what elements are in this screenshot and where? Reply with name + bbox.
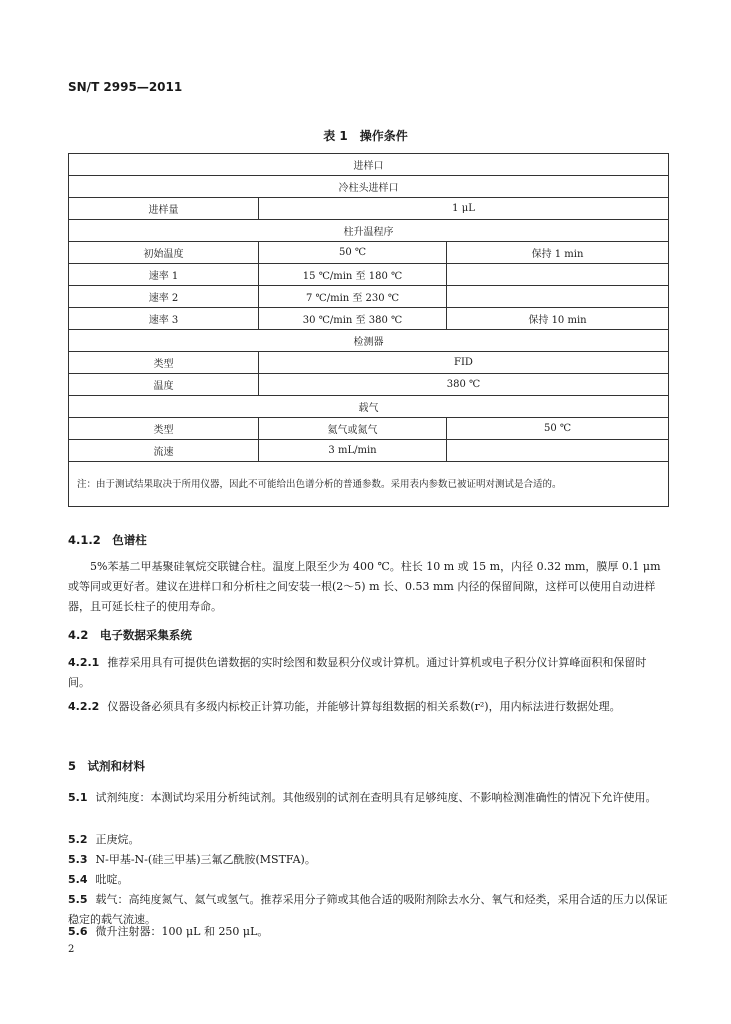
table-cell: 进样量 bbox=[69, 198, 259, 220]
clause-4-2-1 bbox=[68, 653, 668, 693]
table-cell: 类型 bbox=[69, 418, 259, 440]
table-cell: 类型 bbox=[69, 352, 259, 374]
clause-text: 吡啶。 bbox=[95, 873, 129, 886]
clause-number: 5.6 bbox=[68, 925, 88, 938]
table-cell: 保持 10 min bbox=[447, 308, 669, 330]
clause-text: 推荐采用具有可提供色谱数据的实时绘图和数显积分仪或计算机。通过计算机或电子积分仪计算峰面积和保留时间。 bbox=[68, 656, 647, 689]
clause-number: 5.3 bbox=[68, 853, 88, 866]
table-caption: 表 1 操作条件 bbox=[323, 129, 408, 143]
table-cell: FID bbox=[259, 352, 669, 374]
clause-number: 4.2.1 bbox=[68, 656, 100, 669]
clause-5-1 bbox=[68, 788, 668, 808]
table-row bbox=[69, 418, 669, 440]
table-cell: 流速 bbox=[69, 440, 259, 462]
table-row bbox=[69, 396, 669, 418]
standard-code: SN/T 2995—2011 bbox=[68, 80, 183, 94]
clause-text: 试剂纯度：本测试均采用分析纯试剂。其他级别的试剂在查明具有足够纯度、不影响检测准确性的情况下允许使用。 bbox=[95, 791, 657, 804]
table-cell: 柱升温程序 bbox=[69, 220, 669, 242]
table-cell: 保持 1 min bbox=[447, 242, 669, 264]
section-heading-4-1-2: 4.1.2 色谱柱 bbox=[68, 533, 147, 547]
table-cell: 15 ℃/min 至 180 ℃ bbox=[259, 264, 447, 286]
table-row bbox=[69, 198, 669, 220]
table-cell: 30 ℃/min 至 380 ℃ bbox=[259, 308, 447, 330]
clause-5-2 bbox=[68, 830, 668, 850]
clause-5-3 bbox=[68, 850, 668, 870]
clause-number: 5.4 bbox=[68, 873, 88, 886]
table-row bbox=[69, 330, 669, 352]
section-heading-5: 5 试剂和材料 bbox=[68, 759, 146, 773]
clause-5-4 bbox=[68, 870, 668, 890]
table-note: 注：由于测试结果取决于所用仪器，因此不可能给出色谱分析的普通参数。采用表内参数已被证明对测试是合适的。 bbox=[69, 462, 669, 507]
table-cell: 1 μL bbox=[259, 198, 669, 220]
clause-4-2-2 bbox=[68, 697, 668, 717]
table-note-row bbox=[69, 462, 669, 507]
table-cell bbox=[447, 440, 669, 462]
operating-conditions-table bbox=[68, 153, 669, 507]
table-cell: 冷柱头进样口 bbox=[69, 176, 669, 198]
table-cell bbox=[447, 286, 669, 308]
clause-text: 正庚烷。 bbox=[95, 833, 140, 846]
table-cell bbox=[447, 264, 669, 286]
table-cell: 3 mL/min bbox=[259, 440, 447, 462]
clause-text: N-甲基-N-(硅三甲基)三氟乙酰胺(MSTFA)。 bbox=[95, 853, 316, 866]
clause-number: 5.2 bbox=[68, 833, 88, 846]
clause-text: 微升注射器：100 μL 和 250 μL。 bbox=[95, 925, 269, 938]
table-cell: 50 ℃ bbox=[447, 418, 669, 440]
table-row bbox=[69, 308, 669, 330]
table-row bbox=[69, 286, 669, 308]
clause-text: 载气：高纯度氮气、氦气或氢气。推荐采用分子筛或其他合适的吸附剂除去水分、氧气和烃类，采用合适的压力以保证稳定的载气流速。 bbox=[68, 893, 668, 926]
table-cell: 载气 bbox=[69, 396, 669, 418]
table-row bbox=[69, 154, 669, 176]
table-cell: 温度 bbox=[69, 374, 259, 396]
table-row bbox=[69, 220, 669, 242]
clause-5-6 bbox=[68, 922, 668, 942]
table-row bbox=[69, 440, 669, 462]
table-cell: 氦气或氮气 bbox=[259, 418, 447, 440]
table-row bbox=[69, 264, 669, 286]
clause-number: 5.1 bbox=[68, 791, 88, 804]
table-row bbox=[69, 242, 669, 264]
table-row bbox=[69, 352, 669, 374]
clause-text: 仪器设备必须具有多级内标校正计算功能，并能够计算每组数据的相关系数(r²)，用内标法进行数据处理。 bbox=[107, 700, 621, 713]
table-cell: 初始温度 bbox=[69, 242, 259, 264]
table-row bbox=[69, 374, 669, 396]
table-cell: 7 ℃/min 至 230 ℃ bbox=[259, 286, 447, 308]
section-heading-4-2: 4.2 电子数据采集系统 bbox=[68, 628, 192, 642]
clause-number: 5.5 bbox=[68, 893, 88, 906]
table-cell: 进样口 bbox=[69, 154, 669, 176]
table-cell: 速率 1 bbox=[69, 264, 259, 286]
table-cell: 速率 2 bbox=[69, 286, 259, 308]
page-number: 2 bbox=[68, 944, 75, 955]
section-text-4-1-2: 5%苯基二甲基聚硅氧烷交联键合柱。温度上限至少为 400 ℃。柱长 10 m 或 15 m，内径 0.32 mm，膜厚 0.1 μm 或等同或更好者。建议在进样口和分析柱之间安装一根(2～5) m 长、0.53 mm 内径的保留间隙，这样可以使用自动进样器，且可延长柱子的使用寿命。 bbox=[68, 560, 661, 613]
clause-number: 4.2.2 bbox=[68, 700, 100, 713]
table-cell: 检测器 bbox=[69, 330, 669, 352]
table-cell: 速率 3 bbox=[69, 308, 259, 330]
table-cell: 50 ℃ bbox=[259, 242, 447, 264]
table-row bbox=[69, 176, 669, 198]
table-cell: 380 ℃ bbox=[259, 374, 669, 396]
